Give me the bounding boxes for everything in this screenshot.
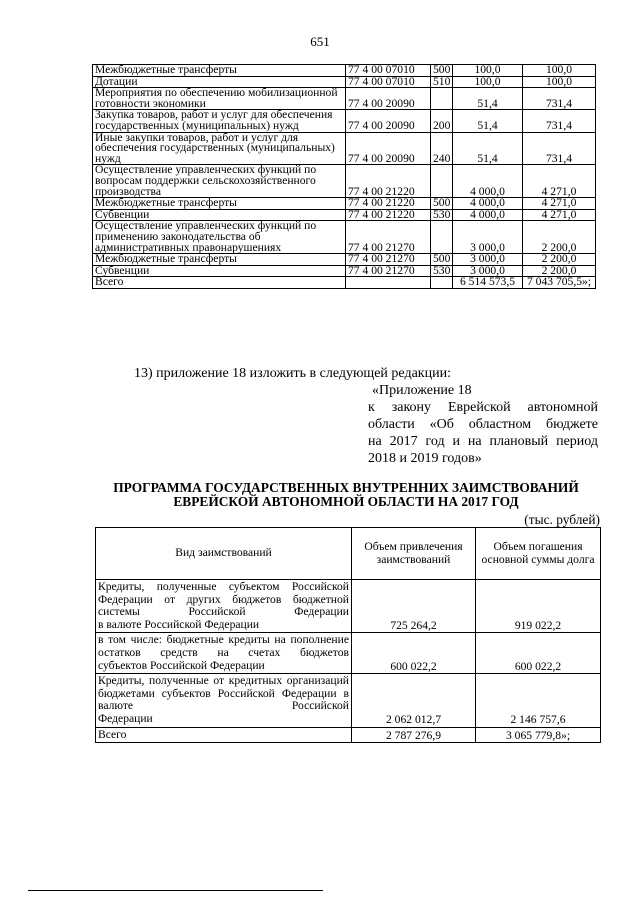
- row-name: Дотации: [93, 76, 346, 88]
- row-kvr: [431, 88, 453, 110]
- row-kvr: 500: [431, 254, 453, 266]
- row-value-2017: 3 000,0: [453, 265, 523, 277]
- borrowing-table: [95, 527, 601, 743]
- row-value-2017: 3 000,0: [453, 254, 523, 266]
- row-kvr: 510: [431, 76, 453, 88]
- row-name: Осуществление управленческих функций по вопросам поддержки сельскохозяйственного производства: [93, 165, 346, 198]
- row-kvr: 240: [431, 132, 453, 165]
- table-row: [93, 110, 596, 132]
- row-code: [346, 277, 431, 289]
- page-number: 651: [310, 34, 330, 49]
- row-value-2017: 4 000,0: [453, 209, 523, 221]
- table-row: [93, 132, 596, 165]
- borrowing-type: [96, 674, 352, 727]
- borrowing-type: [96, 633, 352, 674]
- header-borrowing-type: Вид заимствований: [96, 528, 352, 580]
- annex-line-2: к закону Еврейской автономной: [368, 400, 598, 415]
- row-code: 77 4 00 20090: [346, 88, 431, 110]
- row-code: 77 4 00 20090: [346, 110, 431, 132]
- borrowing-type-text-last: Федерации: [98, 711, 153, 725]
- row-value-2018: 731,4: [523, 132, 596, 165]
- row-code: 77 4 00 20090: [346, 132, 431, 165]
- annex-line-5: 2018 и 2019 годов»: [368, 451, 482, 466]
- footnote-divider: [28, 890, 323, 891]
- row-name: Мероприятия по обеспечению мобилизационной готовности экономики: [93, 88, 346, 110]
- row-name: Осуществление управленческих функций по применению законодательства об административных правонарушениях: [93, 221, 346, 254]
- table-row: [93, 265, 596, 277]
- amendment-text: 13) приложение 18 изложить в следующей редакции:: [134, 366, 451, 381]
- attract-volume: 600 022,2: [352, 633, 476, 674]
- table-row: [93, 221, 596, 254]
- repay-volume: 2 146 757,6: [476, 674, 601, 727]
- row-value-2018: 7 043 705,5»;: [523, 277, 596, 289]
- row-name: Иные закупки товаров, работ и услуг для обеспечения государственных (муниципальных) нужд: [93, 132, 346, 165]
- program-title-line-2: ЕВРЕЙСКОЙ АВТОНОМНОЙ ОБЛАСТИ НА 2017 ГОД: [173, 494, 519, 509]
- row-kvr: 200: [431, 110, 453, 132]
- row-value-2018: 731,4: [523, 88, 596, 110]
- units-note: (тыс. рублей): [524, 512, 600, 527]
- repay-volume: 3 065 779,8»;: [476, 727, 601, 743]
- table-row: [96, 633, 601, 674]
- row-value-2018: 2 200,0: [523, 221, 596, 254]
- row-code: 77 4 00 21220: [346, 165, 431, 198]
- row-name: Межбюджетные трансферты: [93, 65, 346, 77]
- row-code: 77 4 00 07010: [346, 65, 431, 77]
- table-row: [93, 165, 596, 198]
- row-value-2017: 51,4: [453, 110, 523, 132]
- row-value-2018: 2 200,0: [523, 265, 596, 277]
- row-code: 77 4 00 21270: [346, 265, 431, 277]
- table-row: [93, 277, 596, 289]
- row-value-2018: 4 271,0: [523, 209, 596, 221]
- borrowing-type-text-last: субъектов Российской Федерации: [98, 658, 265, 672]
- row-value-2017: 51,4: [453, 132, 523, 165]
- table-row: [93, 198, 596, 210]
- borrowing-type-text-last: Всего: [98, 727, 127, 741]
- table-row: [96, 727, 601, 743]
- table-row: [96, 674, 601, 727]
- row-kvr: [431, 221, 453, 254]
- row-code: 77 4 00 07010: [346, 76, 431, 88]
- attract-volume: 725 264,2: [352, 580, 476, 633]
- row-code: 77 4 00 21220: [346, 209, 431, 221]
- row-kvr: 530: [431, 265, 453, 277]
- annex-heading: [368, 382, 598, 467]
- row-code: 77 4 00 21270: [346, 221, 431, 254]
- program-title-line-1: ПРОГРАММА ГОСУДАРСТВЕННЫХ ВНУТРЕННИХ ЗАИМСТВОВАНИЙ: [113, 480, 579, 495]
- program-title: [92, 481, 600, 509]
- row-value-2017: 3 000,0: [453, 221, 523, 254]
- row-value-2017: 100,0: [453, 65, 523, 77]
- table-row: [93, 88, 596, 110]
- row-kvr: [431, 277, 453, 289]
- table-row: [93, 65, 596, 77]
- repay-volume: 919 022,2: [476, 580, 601, 633]
- header-attract-volume: Объем привлечения заимствований: [352, 528, 476, 580]
- row-kvr: 500: [431, 65, 453, 77]
- row-value-2018: 2 200,0: [523, 254, 596, 266]
- row-value-2018: 731,4: [523, 110, 596, 132]
- borrowing-table-body: [96, 580, 601, 743]
- table-row: [96, 580, 601, 633]
- borrowing-type-text: Кредиты, полученные от кредитных организаций бюджетами субъектов Российской Федерации в валюте Российской: [98, 674, 349, 713]
- repay-volume: 600 022,2: [476, 633, 601, 674]
- row-kvr: 500: [431, 198, 453, 210]
- row-code: 77 4 00 21270: [346, 254, 431, 266]
- row-value-2018: 4 271,0: [523, 165, 596, 198]
- row-value-2017: 51,4: [453, 88, 523, 110]
- borrowing-type-text: в том числе: бюджетные кредиты на пополнение остатков средств на счетах бюджетов: [98, 633, 349, 659]
- row-code: 77 4 00 21220: [346, 198, 431, 210]
- row-value-2017: 4 000,0: [453, 165, 523, 198]
- attract-volume: 2 787 276,9: [352, 727, 476, 743]
- row-value-2017: 6 514 573,5: [453, 277, 523, 289]
- expenditure-table: [92, 64, 596, 289]
- borrowing-type-text-last: в валюте Российской Федерации: [98, 617, 260, 631]
- annex-line-1: «Приложение 18: [372, 383, 472, 398]
- row-value-2017: 4 000,0: [453, 198, 523, 210]
- borrowing-type: [96, 727, 352, 743]
- row-value-2017: 100,0: [453, 76, 523, 88]
- row-name: Всего: [93, 277, 346, 289]
- row-name: Закупка товаров, работ и услуг для обеспечения государственных (муниципальных) нужд: [93, 110, 346, 132]
- header-repay-volume: Объем погашения основной суммы долга: [476, 528, 601, 580]
- row-kvr: 530: [431, 209, 453, 221]
- annex-line-4: на 2017 год и на плановый период: [368, 434, 598, 449]
- expenditure-table-body: [93, 65, 596, 289]
- borrowing-type-text: Кредиты, полученные субъектом Российской Федерации от других бюджетов бюджетной системы Российской Федерации: [98, 580, 349, 619]
- borrowing-type: [96, 580, 352, 633]
- row-name: Субвенции: [93, 209, 346, 221]
- table-row: [93, 254, 596, 266]
- row-name: Межбюджетные трансферты: [93, 198, 346, 210]
- attract-volume: 2 062 012,7: [352, 674, 476, 727]
- row-name: Межбюджетные трансферты: [93, 254, 346, 266]
- row-name: Субвенции: [93, 265, 346, 277]
- row-kvr: [431, 165, 453, 198]
- row-value-2018: 4 271,0: [523, 198, 596, 210]
- row-value-2018: 100,0: [523, 76, 596, 88]
- row-value-2018: 100,0: [523, 65, 596, 77]
- annex-line-3: области «Об областном бюджете: [368, 417, 598, 432]
